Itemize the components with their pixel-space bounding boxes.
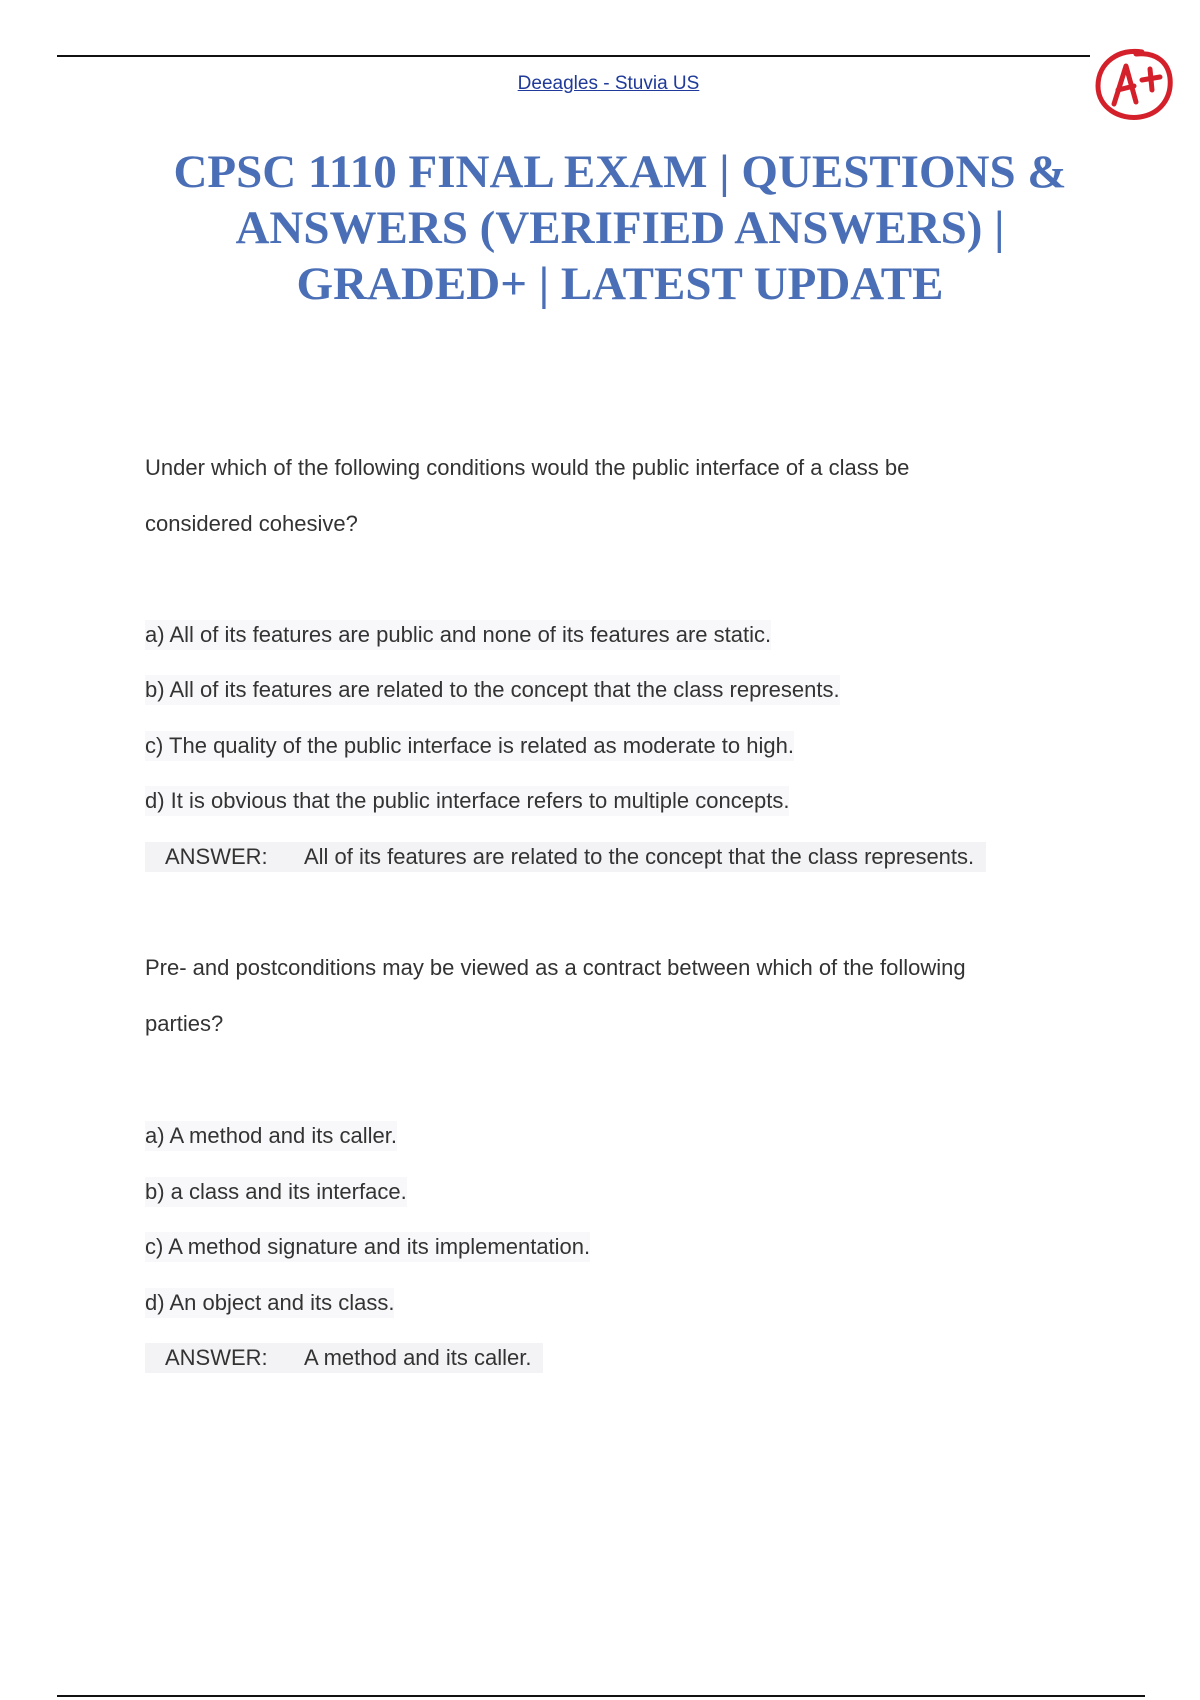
title-line-2: ANSWERS (VERIFIED ANSWERS) |: [235, 202, 1005, 254]
title-line-3: GRADED+ | LATEST UPDATE: [296, 258, 944, 310]
question-2-option-a: a) A method and its caller.: [145, 1121, 397, 1151]
question-1-option-a: a) All of its features are public and none of its features are static.: [145, 620, 771, 650]
header-source-link[interactable]: Deeagles - Stuvia US: [517, 73, 700, 94]
question-2-option-c: c) A method signature and its implementation.: [145, 1232, 590, 1262]
document-title: [120, 144, 1120, 312]
question-1-answer-label: ANSWER:: [165, 844, 268, 869]
question-1-answer: [145, 842, 986, 872]
question-1-option-b: b) All of its features are related to the concept that the class represents.: [145, 675, 840, 705]
question-2-answer-text: A method and its caller.: [304, 1345, 532, 1370]
question-2-line-1: Pre- and postconditions may be viewed as a contract between which of the following: [145, 955, 966, 980]
question-1-line-2: considered cohesive?: [145, 511, 358, 536]
question-2-text: [145, 940, 1075, 1052]
a-plus-grade-icon: [1090, 44, 1176, 124]
question-1-option-d: d) It is obvious that the public interface refers to multiple concepts.: [145, 786, 789, 816]
question-2-option-b: b) a class and its interface.: [145, 1177, 407, 1207]
question-2-option-d: d) An object and its class.: [145, 1288, 394, 1318]
top-divider: [57, 55, 1090, 57]
bottom-divider: [57, 1695, 1145, 1697]
question-1-option-c: c) The quality of the public interface is related as moderate to high.: [145, 731, 794, 761]
title-line-1: CPSC 1110 FINAL EXAM | QUESTIONS &: [173, 146, 1067, 198]
question-1-line-1: Under which of the following conditions would the public interface of a class be: [145, 455, 910, 480]
question-2-answer: [145, 1343, 543, 1373]
question-2-answer-label: ANSWER:: [165, 1345, 268, 1370]
question-1-text: [145, 440, 1075, 552]
question-1-answer-text: All of its features are related to the concept that the class represents.: [304, 844, 975, 869]
question-2-line-2: parties?: [145, 1011, 224, 1036]
